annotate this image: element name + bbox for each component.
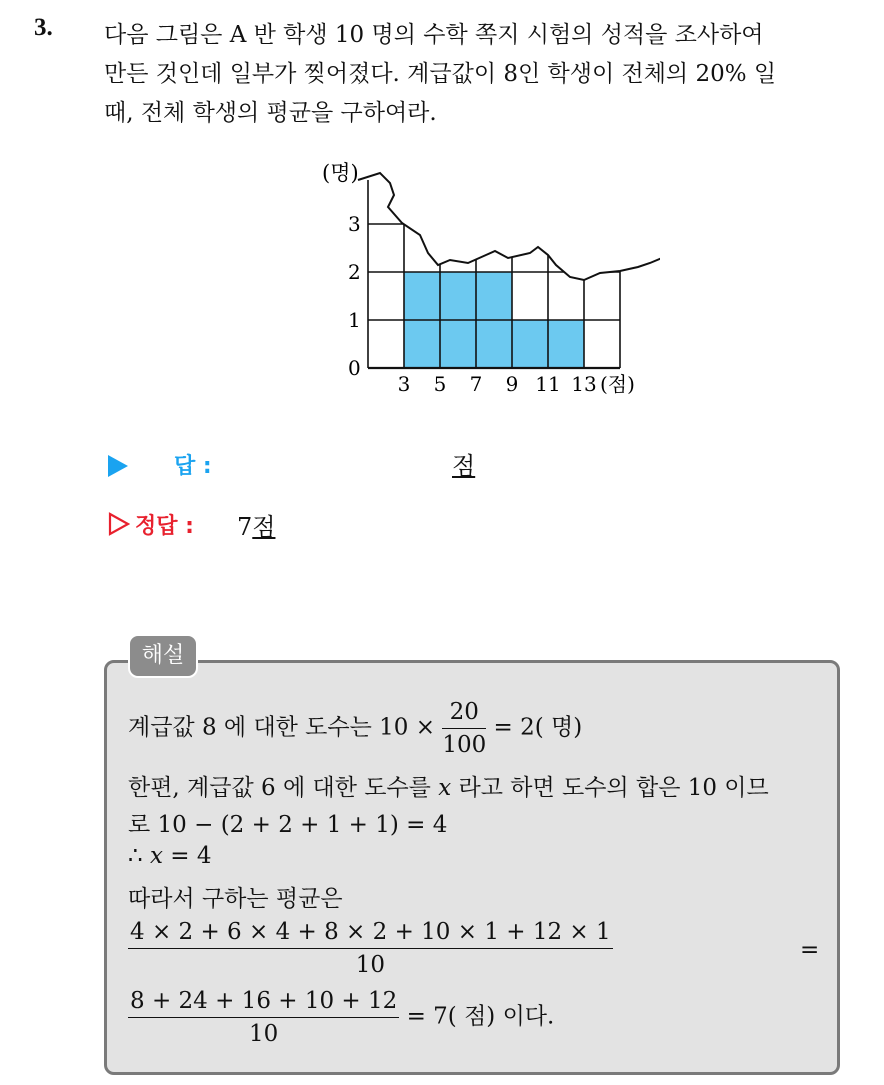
exp-l4-pre: ∴ [128, 843, 150, 869]
exp-f1-num: 4 × 2 + 6 × 4 + 8 × 2 + 10 × 1 + 12 × 1 [128, 916, 613, 949]
question-line-1: 다음 그림은 A 반 학생 10 명의 수학 쪽지 시험의 성적을 조사하여 [104, 22, 764, 48]
histogram-bar [548, 320, 584, 368]
exp-l1-text: 계급값 8 에 대한 도수는 10 × [128, 714, 443, 741]
y-tick-label: 1 [348, 308, 361, 332]
x-tick-label: 13 [571, 372, 597, 396]
histogram-bar [512, 320, 548, 368]
explanation-line-3: 로 10 − (2 + 2 + 1 + 1) = 4 [128, 812, 448, 838]
explanation-line-1 [128, 696, 582, 761]
exp-l1-tail: = 2( 명) [486, 714, 583, 741]
answer-triangle-icon [108, 455, 128, 477]
x-tick-label: 7 [469, 372, 483, 396]
exp-l1-den: 100 [442, 732, 487, 758]
explanation-line-4 [128, 843, 211, 869]
exp-f1 [128, 916, 613, 981]
answer-unit: 점 [452, 452, 476, 480]
y-tick-label: 3 [348, 212, 361, 236]
exp-l1-fraction [442, 696, 486, 761]
x-tick-label: 5 [433, 372, 447, 396]
exp-l2-tail: 라고 하면 도수의 합은 10 이므 [451, 775, 769, 801]
exp-l2-text: 한편, 계급값 6 에 대한 도수를 [128, 775, 439, 801]
correct-answer [237, 507, 275, 542]
exp-l4-tail: = 4 [162, 843, 212, 869]
y-tick-label: 2 [348, 260, 361, 284]
exp-l2-var: x [438, 775, 452, 801]
exp-f2-num: 8 + 24 + 16 + 10 + 12 [128, 985, 399, 1018]
x-axis-unit: (점) [600, 372, 635, 396]
answer-label: 답 : [174, 454, 212, 479]
explanation-line-2 [128, 769, 769, 802]
exp-f2 [128, 985, 399, 1050]
question-line-3: 때, 전체 학생의 평균을 구하여라. [104, 100, 437, 126]
explanation-fraction-2 [128, 985, 554, 1050]
exp-l4-var: x [149, 843, 163, 869]
y-tick-label: 0 [348, 356, 361, 380]
histogram-chart [300, 155, 660, 405]
x-tick-label: 11 [535, 372, 561, 396]
correct-value: 7 [237, 513, 253, 541]
correct-unit: 점 [252, 513, 276, 541]
correct-label: 정답 : [135, 514, 194, 539]
exp-f1-den: 10 [355, 952, 385, 978]
question-number: 3. [34, 14, 53, 41]
exp-f2-den: 10 [249, 1021, 279, 1047]
exp-l1-num: 20 [442, 696, 486, 729]
x-tick-label: 9 [505, 372, 519, 396]
explanation-line-5: 따라서 구하는 평균은 [128, 886, 343, 912]
question-line-2: 만든 것인데 일부가 찢어졌다. 계급값이 8인 학생이 전체의 20% 일 [104, 61, 777, 87]
x-tick-label: 3 [397, 372, 411, 396]
explanation-fraction-1 [128, 916, 613, 981]
correct-triangle-icon [108, 512, 130, 536]
explanation-tag: 해설 [128, 634, 198, 678]
y-axis-label: (명) [322, 161, 359, 185]
exp-f2-tail: = 7( 점) 이다. [399, 1003, 555, 1030]
exp-f1-equals: = [800, 937, 820, 963]
